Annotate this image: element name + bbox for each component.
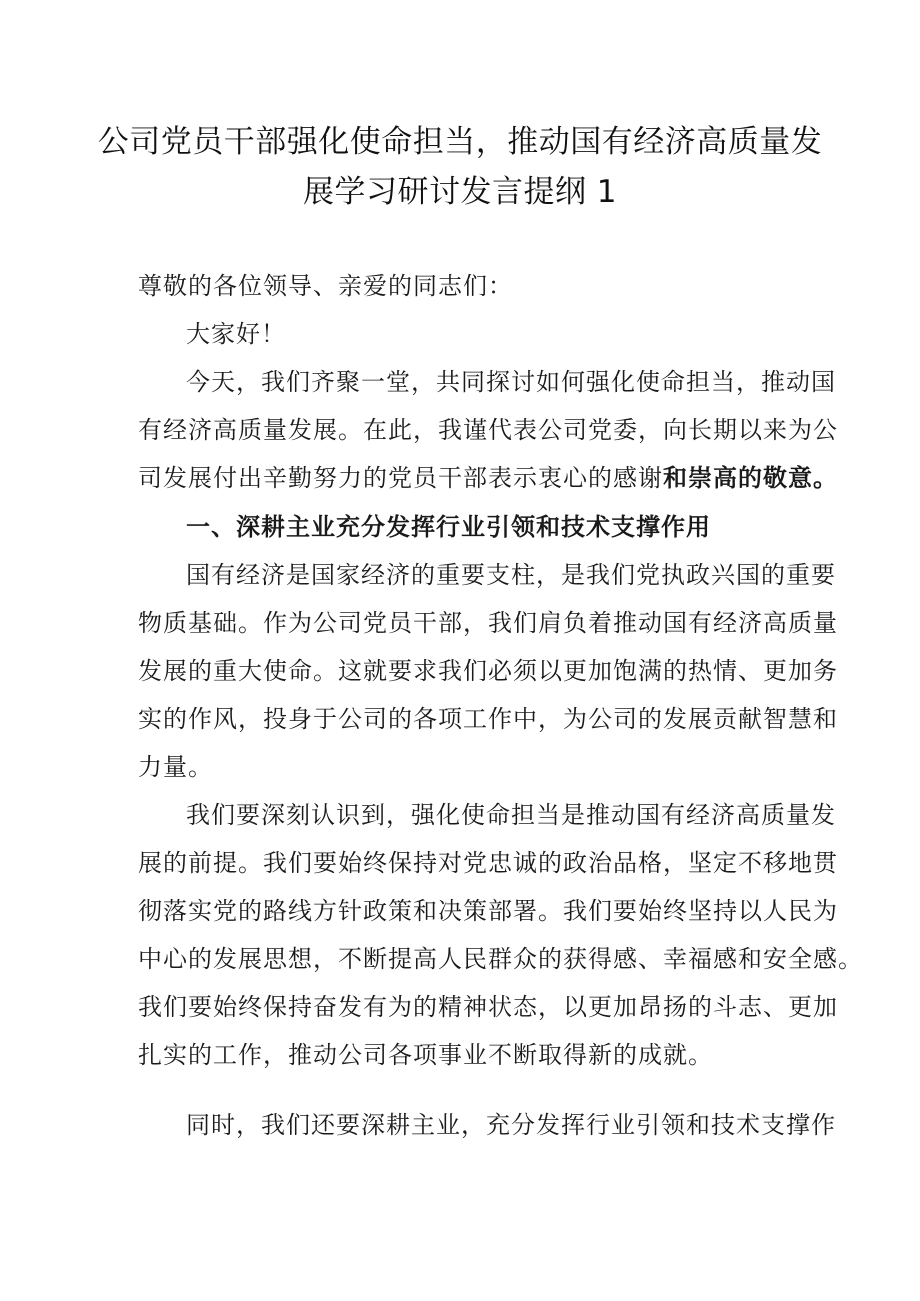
paragraph-4-text-1: 同时，我们还要深耕主业，充分发挥行业引领和技术支撑作 [186,1111,836,1139]
paragraph-2-line-5: 力量。 [138,753,213,781]
paragraph-3-line-1 [186,795,836,830]
paragraph-3-line-5 [138,987,838,1022]
paragraph-3-line-4 [138,939,863,974]
paragraph-3-text-3: 彻落实党的路线方针政策和决策部署。我们要始终坚持以人民为 [138,897,838,925]
paragraph-1-text-3: 司发展付出辛勤努力的党员干部表示衷心的感谢 [138,464,663,492]
paragraph-3-text-2: 展的前提。我们要始终保持对党忠诚的政治品格，坚定不移地贯 [138,849,838,877]
greeting: 大家好！ [186,320,286,348]
paragraph-2-text-2: 物质基础。作为公司党员干部，我们肩负着推动国有经济高质量 [138,609,838,637]
paragraph-1-line-2 [138,410,838,445]
paragraph-4-line-1 [186,1105,836,1140]
paragraph-1-bold-text: 和崇高的敬意。 [663,464,838,492]
paragraph-1-line-1 [186,362,836,397]
paragraph-2-line-3 [138,651,838,686]
paragraph-2-text-1: 国有经济是国家经济的重要支柱，是我们党执政兴国的重要 [186,561,836,589]
paragraph-2-text-4: 实的作风，投身于公司的各项工作中，为公司的发展贡献智慧和 [138,705,838,733]
salutation: 尊敬的各位领导、亲爱的同志们： [138,272,513,300]
paragraph-3-line-6: 扎实的工作，推动公司各项事业不断取得新的成就。 [138,1041,713,1069]
paragraph-3-line-2 [138,843,838,878]
paragraph-2-line-4 [138,699,838,734]
document-title-line-1: 公司党员干部强化使命担当，推动国有经济高质量发 [97,124,823,160]
paragraph-1-text-2: 有经济高质量发展。在此，我谨代表公司党委，向长期以来为公 [138,416,838,444]
document-title-line-2: 展学习研讨发言提纲 1 [302,174,618,210]
section-heading-1: 一、深耕主业充分发挥行业引领和技术支撑作用 [186,513,711,541]
paragraph-1-text-1: 今天，我们齐聚一堂，共同探讨如何强化使命担当，推动国 [186,368,836,396]
paragraph-2-text-3: 发展的重大使命。这就要求我们必须以更加饱满的热情、更加务 [138,657,838,685]
paragraph-3-text-1: 我们要深刻认识到，强化使命担当是推动国有经济高质量发 [186,801,836,829]
paragraph-3-text-5: 我们要始终保持奋发有为的精神状态，以更加昂扬的斗志、更加 [138,993,838,1021]
paragraph-3-line-3 [138,891,838,926]
paragraph-2-line-1 [186,555,836,590]
paragraph-3-text-4: 中心的发展思想，不断提高人民群众的获得感、幸福感和安全感。 [138,945,863,973]
paragraph-1-line-3 [138,458,838,493]
paragraph-2-line-2 [138,603,838,638]
